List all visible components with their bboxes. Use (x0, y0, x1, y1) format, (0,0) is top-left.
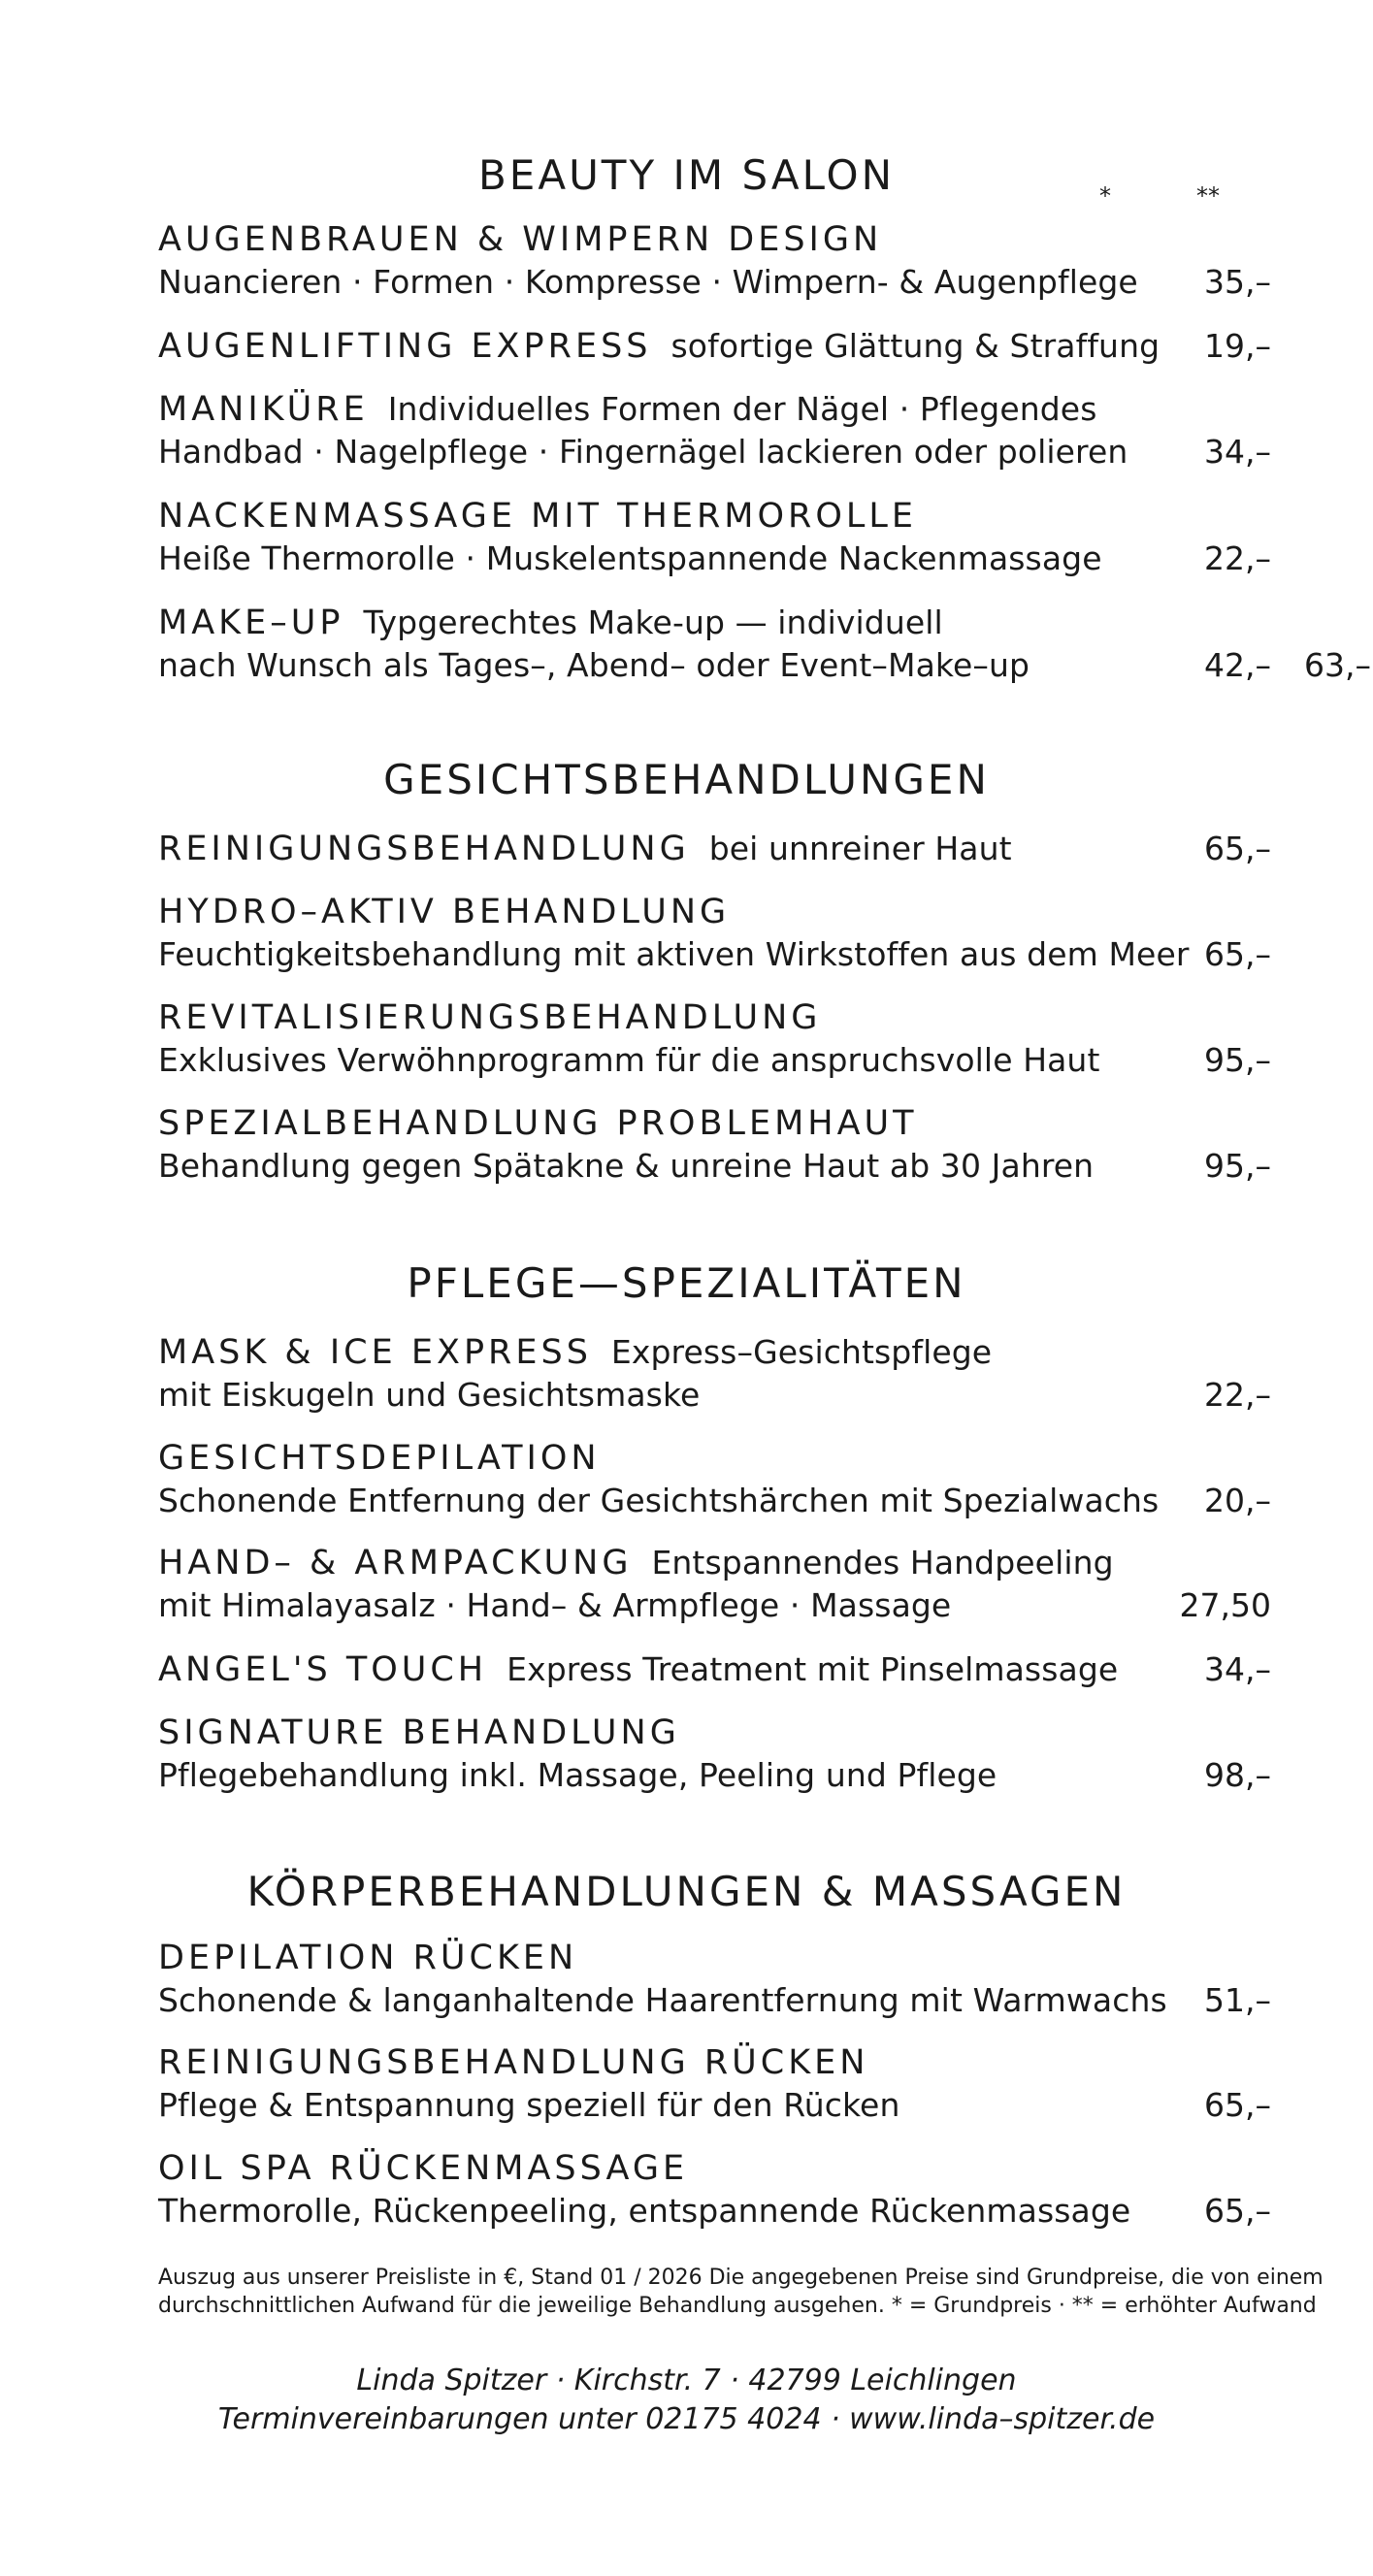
footnote-line: durchschnittlichen Aufwand für die jeweilige Behandlung ausgehen. * = Grundpreis · ** = erhöhter Aufwand (158, 2294, 1317, 2318)
menu-item (158, 1331, 1271, 1417)
item-price: 95,– (1204, 1041, 1271, 1079)
section-title-beauty: BEAUTY IM SALON (477, 151, 895, 199)
item-description: Schonende Entfernung der Gesichtshärchen mit Spezialwachs (158, 1482, 1160, 1519)
item-description: Thermorolle, Rückenpeeling, entspannende Rückenmassage (158, 2192, 1131, 2230)
item-price: 98,– (1204, 1756, 1271, 1794)
item-name: MANIKÜRE (158, 390, 369, 429)
item-price: 20,– (1204, 1482, 1271, 1519)
item-price: 34,– (1204, 1650, 1271, 1688)
item-description-continued: Handbad · Nagelpflege · Fingernägel lackieren oder polieren (158, 433, 1128, 471)
item-description: Express Treatment mit Pinselmassage (507, 1650, 1119, 1688)
item-description-continued: mit Himalayasalz · Hand– & Armpflege · Massage (158, 1586, 952, 1624)
item-name: GESICHTSDEPILATION (158, 1439, 601, 1478)
item-description: Heiße Thermorolle · Muskelentspannende Nackenmassage (158, 539, 1102, 577)
item-price: 22,– (1204, 539, 1271, 577)
item-description: Behandlung gegen Spätakne & unreine Haut ab 30 Jahren (158, 1147, 1095, 1185)
item-price: 65,– (1204, 2192, 1271, 2230)
menu-item (158, 1437, 1271, 1522)
item-price: 34,– (1204, 433, 1271, 471)
menu-item (158, 1712, 1271, 1797)
item-name: REVITALISIERUNGSBEHANDLUNG (158, 998, 822, 1037)
menu-item (158, 996, 1271, 1082)
item-price: 27,50 (1179, 1586, 1271, 1624)
section-title-care: PFLEGE—SPEZIALITÄTEN (407, 1259, 966, 1307)
item-description: Nuancieren · Formen · Kompresse · Wimpern- & Augenpflege (158, 263, 1138, 301)
footnote-line: Auszug aus unserer Preisliste in €, Stand 01 / 2026 Die angegebenen Preise sind Grundpreise, die von einem (158, 2266, 1324, 2290)
item-price: 65,– (1204, 935, 1271, 973)
item-description: Exklusives Verwöhnprogramm für die anspruchsvolle Haut (158, 1041, 1100, 1079)
item-name: OIL SPA RÜCKENMASSAGE (158, 2149, 689, 2188)
contact-appointments: Terminvereinbarungen unter 02175 4024 · www.linda–spitzer.de (217, 2402, 1156, 2436)
item-name: SIGNATURE BEHANDLUNG (158, 1713, 680, 1752)
column-header-standard: * (1099, 182, 1111, 210)
menu-item (158, 2147, 1271, 2233)
item-price: 51,– (1204, 1981, 1271, 2019)
menu-item (158, 1937, 1271, 2022)
menu-item (158, 325, 1271, 368)
item-price: 95,– (1204, 1147, 1271, 1185)
contact-address: Linda Spitzer · Kirchstr. 7 · 42799 Leichlingen (356, 2364, 1017, 2397)
menu-item (158, 1102, 1271, 1188)
item-name: HYDRO–AKTIV BEHANDLUNG (158, 893, 731, 931)
menu-item (158, 1648, 1271, 1691)
menu-item (158, 602, 1371, 687)
menu-item (158, 1542, 1271, 1627)
item-name: SPEZIALBEHANDLUNG PROBLEMHAUT (158, 1104, 918, 1143)
item-description: Individuelles Formen der Nägel · Pflegendes (387, 390, 1097, 428)
price-footnote (158, 2264, 1324, 2320)
item-description: Pflege & Entspannung speziell für den Rücken (158, 2086, 900, 2124)
menu-item (158, 388, 1271, 473)
item-description-continued: mit Eiskugeln und Gesichtsmaske (158, 1376, 701, 1414)
item-description: Pflegebehandlung inkl. Massage, Peeling und Pflege (158, 1756, 997, 1794)
item-name: MAKE–UP (158, 603, 344, 642)
menu-item (158, 495, 1271, 580)
item-name: DEPILATION RÜCKEN (158, 1939, 578, 1977)
item-name: HAND– & ARMPACKUNG (158, 1544, 633, 1582)
item-price-elevated: 63,– (1304, 646, 1371, 684)
section-title-body: KÖRPERBEHANDLUNGEN & MASSAGEN (246, 1868, 1127, 1915)
item-name: AUGENLIFTING EXPRESS (158, 327, 652, 366)
item-name: ANGEL'S TOUCH (158, 1650, 488, 1689)
item-description: bei unnreiner Haut (708, 830, 1012, 867)
item-name: REINIGUNGSBEHANDLUNG (158, 830, 690, 868)
column-header-elevated: ** (1196, 182, 1220, 210)
item-price: 35,– (1204, 263, 1271, 301)
item-price: 65,– (1204, 830, 1271, 867)
menu-item (158, 218, 1271, 304)
item-description-continued: nach Wunsch als Tages–, Abend– oder Event–Make–up (158, 646, 1030, 684)
item-price-standard: 42,– (1204, 646, 1271, 684)
menu-item (158, 2041, 1271, 2127)
item-price: 22,– (1204, 1376, 1271, 1414)
item-name: AUGENBRAUEN & WIMPERN DESIGN (158, 220, 883, 259)
item-description: Feuchtigkeitsbehandlung mit aktiven Wirkstoffen aus dem Meer (158, 935, 1190, 973)
menu-item (158, 828, 1271, 870)
section-title-facial: GESICHTSBEHANDLUNGEN (383, 756, 990, 803)
menu-item (158, 891, 1271, 976)
item-name: MASK & ICE EXPRESS (158, 1333, 592, 1372)
item-name: NACKENMASSAGE MIT THERMOROLLE (158, 497, 917, 536)
item-name: REINIGUNGSBEHANDLUNG RÜCKEN (158, 2043, 869, 2082)
item-description: Express–Gesichtspflege (610, 1333, 993, 1371)
item-description: sofortige Glättung & Straffung (670, 327, 1161, 365)
item-description: Schonende & langanhaltende Haarentfernung mit Warmwachs (158, 1981, 1167, 2019)
item-price: 65,– (1204, 2086, 1271, 2124)
item-price: 19,– (1204, 327, 1271, 365)
item-description: Typgerechtes Make-up — individuell (363, 603, 943, 641)
item-description: Entspannendes Handpeeling (651, 1544, 1114, 1581)
